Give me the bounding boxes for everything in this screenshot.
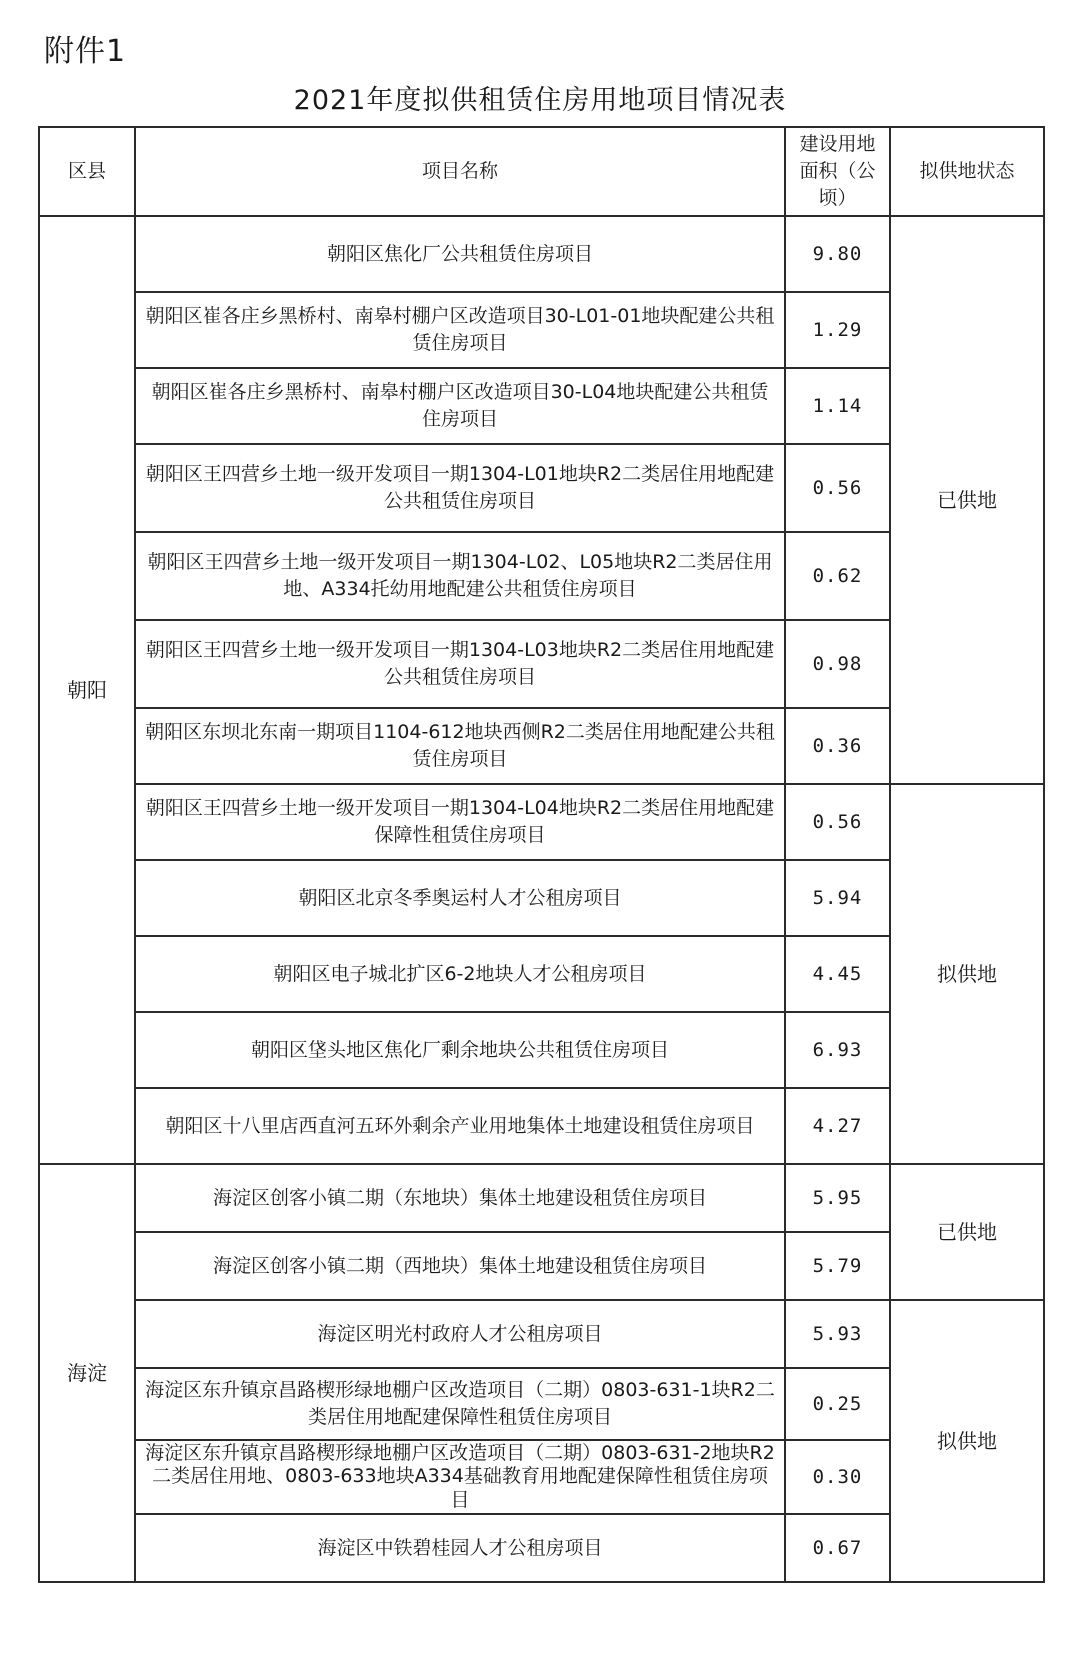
area-cell: 0.62 xyxy=(785,532,890,620)
status-cell-supplied: 已供地 xyxy=(890,1164,1044,1300)
projects-table xyxy=(38,126,1045,1583)
project-name-cell: 海淀区东升镇京昌路楔形绿地棚户区改造项目（二期）0803-631-1块R2二类居住用地配建保障性租赁住房项目 xyxy=(135,1368,785,1440)
area-cell: 0.56 xyxy=(785,784,890,860)
project-name-cell: 朝阳区十八里店西直河五环外剩余产业用地集体土地建设租赁住房项目 xyxy=(135,1088,785,1164)
area-cell: 4.45 xyxy=(785,936,890,1012)
project-name-cell: 海淀区明光村政府人才公租房项目 xyxy=(135,1300,785,1368)
project-name-cell: 海淀区东升镇京昌路楔形绿地棚户区改造项目（二期）0803-631-2地块R2二类居住用地、0803-633地块A334基础教育用地配建保障性租赁住房项目 xyxy=(135,1440,785,1514)
area-cell: 6.93 xyxy=(785,1012,890,1088)
table-row xyxy=(39,784,1044,860)
table-row xyxy=(39,1164,1044,1232)
area-cell: 0.98 xyxy=(785,620,890,708)
attachment-label: 附件1 xyxy=(44,34,127,69)
status-cell-planned: 拟供地 xyxy=(890,1300,1044,1582)
page-title: 2021年度拟供租赁住房用地项目情况表 xyxy=(293,85,787,116)
area-cell: 0.36 xyxy=(785,708,890,784)
table-header-row xyxy=(39,127,1044,216)
project-name-cell: 朝阳区焦化厂公共租赁住房项目 xyxy=(135,216,785,292)
project-name-cell: 海淀区中铁碧桂园人才公租房项目 xyxy=(135,1514,785,1582)
area-cell: 0.25 xyxy=(785,1368,890,1440)
area-cell: 5.93 xyxy=(785,1300,890,1368)
project-name-cell: 朝阳区东坝北东南一期项目1104-612地块西侧R2二类居住用地配建公共租赁住房项目 xyxy=(135,708,785,784)
project-name-cell: 朝阳区王四营乡土地一级开发项目一期1304-L01地块R2二类居住用地配建公共租赁住房项目 xyxy=(135,444,785,532)
area-cell: 5.94 xyxy=(785,860,890,936)
header-county: 区县 xyxy=(39,127,135,216)
table-row xyxy=(39,216,1044,292)
project-name-cell: 海淀区创客小镇二期（西地块）集体土地建设租赁住房项目 xyxy=(135,1232,785,1300)
project-name-cell: 朝阳区崔各庄乡黑桥村、南皋村棚户区改造项目30-L01-01地块配建公共租赁住房项目 xyxy=(135,292,785,368)
project-name-cell: 朝阳区王四营乡土地一级开发项目一期1304-L03地块R2二类居住用地配建公共租赁住房项目 xyxy=(135,620,785,708)
area-cell: 0.56 xyxy=(785,444,890,532)
header-status: 拟供地状态 xyxy=(890,127,1044,216)
project-name-cell: 朝阳区王四营乡土地一级开发项目一期1304-L04地块R2二类居住用地配建保障性租赁住房项目 xyxy=(135,784,785,860)
project-name-cell: 朝阳区北京冬季奥运村人才公租房项目 xyxy=(135,860,785,936)
project-name-cell: 朝阳区崔各庄乡黑桥村、南皋村棚户区改造项目30-L04地块配建公共租赁住房项目 xyxy=(135,368,785,444)
project-name-cell: 海淀区创客小镇二期（东地块）集体土地建设租赁住房项目 xyxy=(135,1164,785,1232)
area-cell: 1.29 xyxy=(785,292,890,368)
area-cell: 1.14 xyxy=(785,368,890,444)
project-name-cell: 朝阳区王四营乡土地一级开发项目一期1304-L02、L05地块R2二类居住用地、A334托幼用地配建公共租赁住房项目 xyxy=(135,532,785,620)
project-name-cell: 朝阳区电子城北扩区6-2地块人才公租房项目 xyxy=(135,936,785,1012)
status-cell-supplied: 已供地 xyxy=(890,216,1044,784)
area-cell: 5.79 xyxy=(785,1232,890,1300)
county-cell-haidian: 海淀 xyxy=(39,1164,135,1582)
header-area: 建设用地面积（公顷） xyxy=(785,127,890,216)
area-cell: 9.80 xyxy=(785,216,890,292)
county-cell-chaoyang: 朝阳 xyxy=(39,216,135,1164)
area-cell: 0.67 xyxy=(785,1514,890,1582)
area-cell: 0.30 xyxy=(785,1440,890,1514)
area-cell: 5.95 xyxy=(785,1164,890,1232)
status-cell-planned: 拟供地 xyxy=(890,784,1044,1164)
project-name-cell: 朝阳区垡头地区焦化厂剩余地块公共租赁住房项目 xyxy=(135,1012,785,1088)
area-cell: 4.27 xyxy=(785,1088,890,1164)
header-project-name: 项目名称 xyxy=(135,127,785,216)
table-row xyxy=(39,1300,1044,1368)
